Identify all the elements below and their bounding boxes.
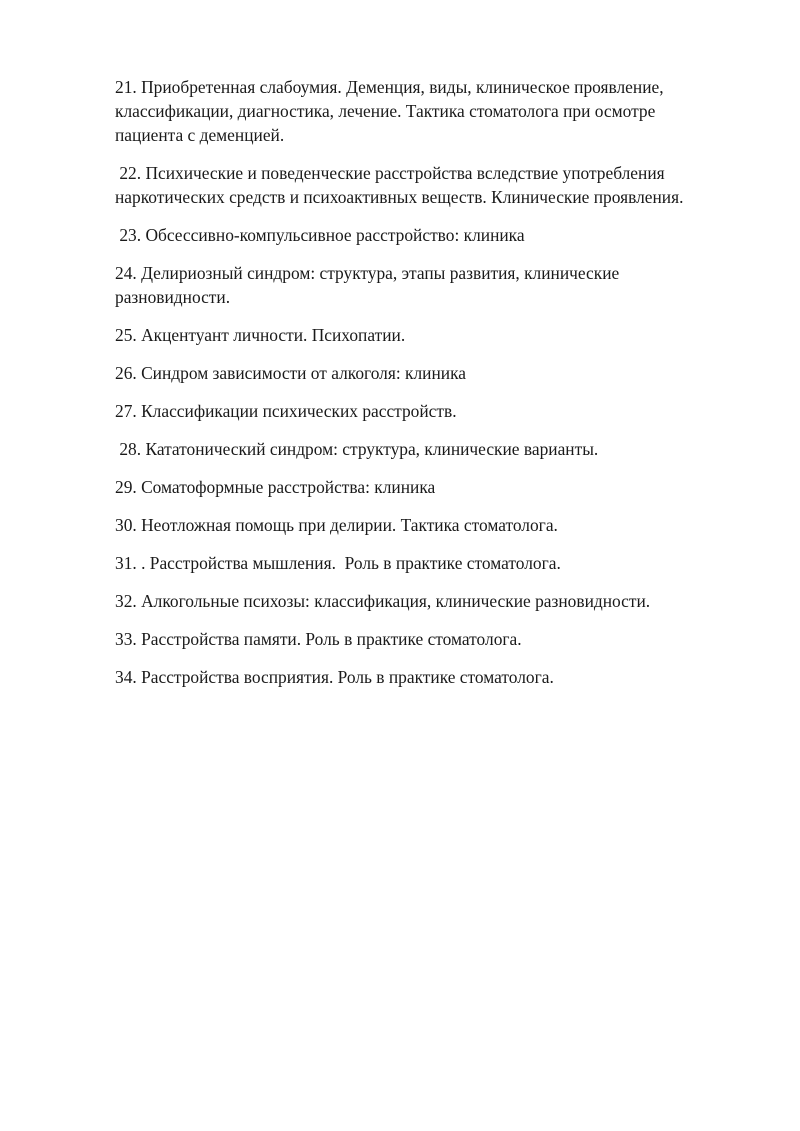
list-item-31: 31. . Расстройства мышления. Роль в практике стоматолога.: [115, 553, 561, 573]
list-item-28: 28. Кататонический синдром: структура, клинические варианты.: [115, 439, 599, 459]
list-item-25: 25. Акцентуант личности. Психопатии.: [115, 325, 406, 345]
list-item-33: 33. Расстройства памяти. Роль в практике стоматолога.: [115, 629, 522, 649]
list-item-27: 27. Классификации психических расстройств.: [115, 401, 457, 421]
list-item-21: 21. Приобретенная слабоумия. Деменция, виды, клиническое проявление, классификации, диагностика, лечение. Тактика стоматолога при осмотре пациента с деменцией.: [115, 77, 664, 145]
list-item-34: 34. Расстройства восприятия. Роль в практике стоматолога.: [115, 667, 554, 687]
list-item-29: 29. Соматоформные расстройства: клиника: [115, 477, 436, 497]
list-item-26: 26. Синдром зависимости от алкоголя: клиника: [115, 363, 466, 383]
list-item-24: 24. Делириозный синдром: структура, этапы развития, клинические разновидности.: [115, 263, 620, 307]
list-item-23: 23. Обсессивно-компульсивное расстройство: клиника: [115, 225, 525, 245]
list-item-22: 22. Психические и поведенческие расстройства вследствие употребления наркотических средств и психоактивных веществ. Клинические проявления.: [115, 163, 684, 207]
list-item-32: 32. Алкогольные психозы: классификация, клинические разновидности.: [115, 591, 651, 611]
list-item-30: 30. Неотложная помощь при делирии. Тактика стоматолога.: [115, 515, 558, 535]
